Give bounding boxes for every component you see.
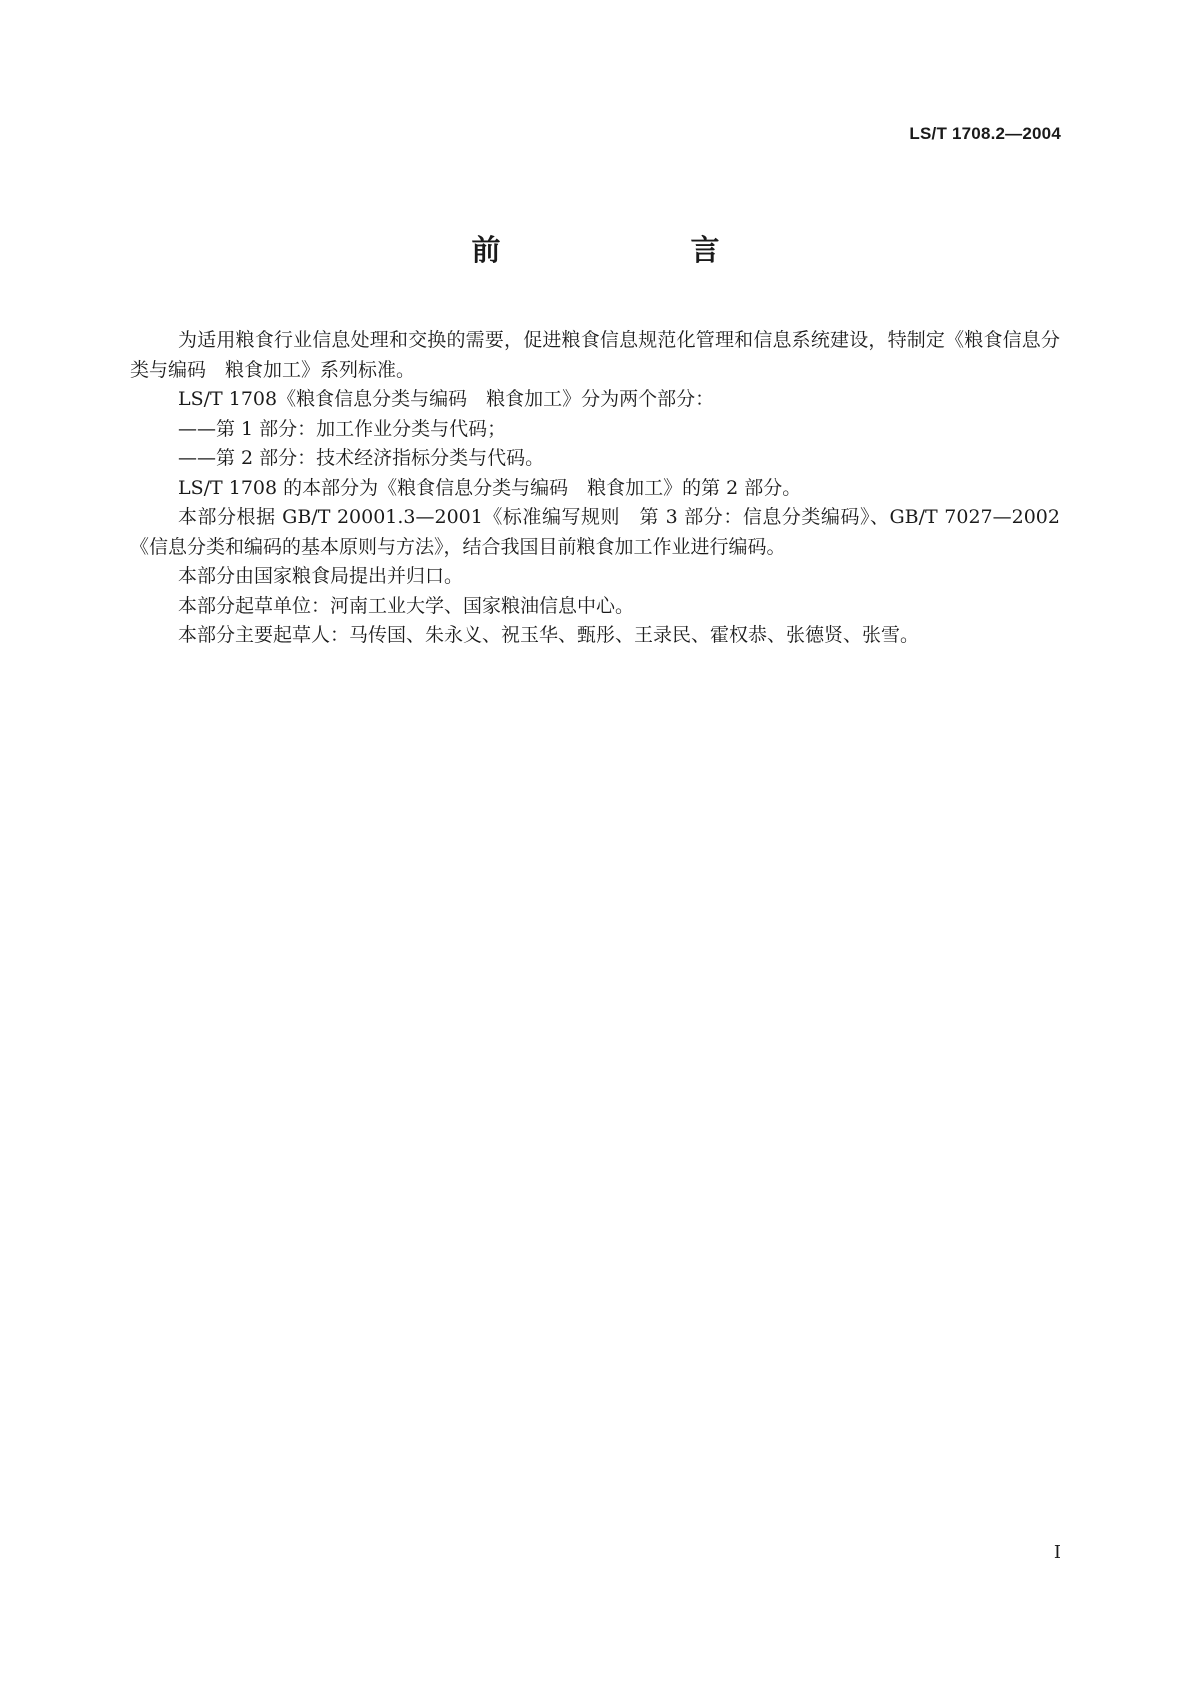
paragraph-basis: 本部分根据 GB/T 20001.3—2001《标准编写规则 第 3 部分：信息分类编码》、GB/T 7027—2002《信息分类和编码的基本原则与方法》，结合我国目前粮食加工作业进行编码。 bbox=[130, 506, 1060, 558]
foreword-body bbox=[130, 326, 1060, 651]
page-number: I bbox=[1053, 1542, 1061, 1563]
paragraph-drafting-units: 本部分起草单位：河南工业大学、国家粮油信息中心。 bbox=[178, 594, 635, 617]
paragraph-purpose: 为适用粮食行业信息处理和交换的需要，促进粮食信息规范化管理和信息系统建设，特制定《粮食信息分类与编码 粮食加工》系列标准。 bbox=[130, 329, 1060, 381]
paragraph-this-part: LS/T 1708 的本部分为《粮食信息分类与编码 粮食加工》的第 2 部分。 bbox=[178, 476, 802, 499]
page-title: 前 言 bbox=[471, 233, 764, 267]
paragraph-part-1: ——第 1 部分：加工作业分类与代码； bbox=[178, 417, 507, 440]
paragraph-drafters: 本部分主要起草人：马传国、朱永义、祝玉华、甄彤、王录民、霍权恭、张德贤、张雪。 bbox=[178, 624, 920, 646]
paragraph-proposer: 本部分由国家粮食局提出并归口。 bbox=[178, 565, 464, 587]
paragraph-part-2: ——第 2 部分：技术经济指标分类与代码。 bbox=[178, 447, 545, 469]
standard-code: LS/T 1708.2—2004 bbox=[909, 124, 1061, 143]
paragraph-parts-intro: LS/T 1708《粮食信息分类与编码 粮食加工》分为两个部分： bbox=[178, 388, 715, 410]
